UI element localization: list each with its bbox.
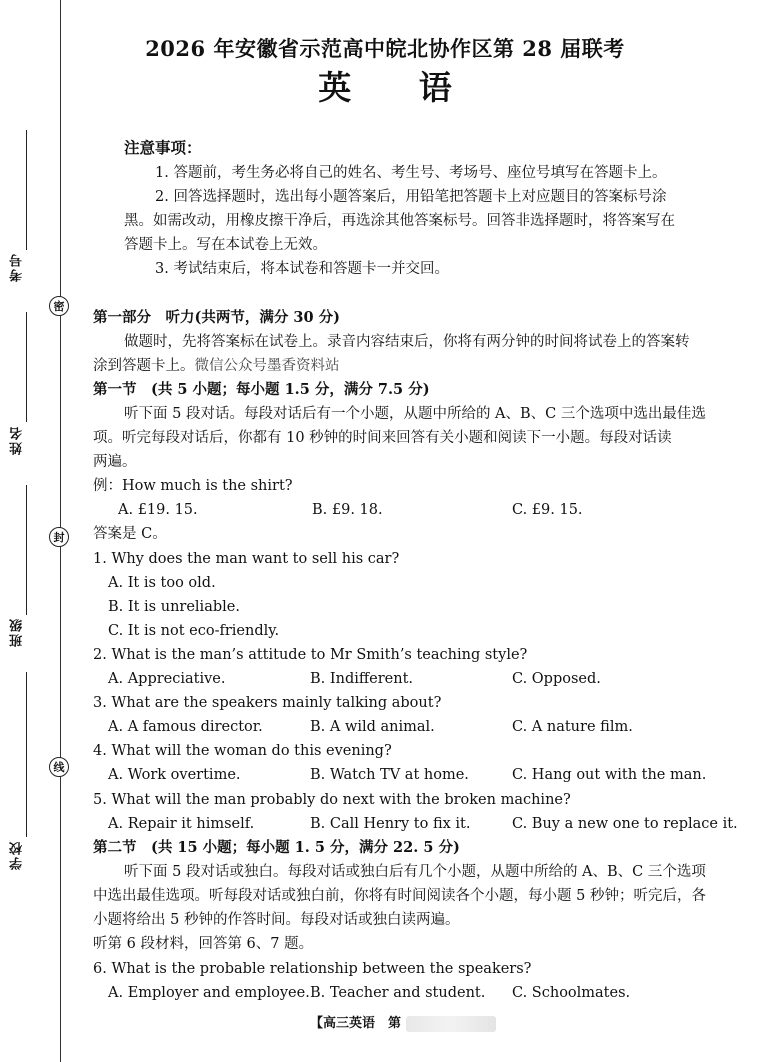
notice-item-2-cont: 黑。如需改动，用橡皮擦干净后，再选涂其他答案标号。回答非选择题时，将答案写在 <box>124 213 675 229</box>
field-label-exam-number: 考号 <box>10 252 25 282</box>
q5-option-b: B. Call Henry to fix it. <box>310 816 471 832</box>
notice-item-3: 3. 考试结束后，将本试卷和答题卡一并交回。 <box>155 261 449 277</box>
q3-stem: 3. What are the speakers mainly talking about? <box>93 695 442 711</box>
field-line-name <box>26 312 27 422</box>
q6-stem: 6. What is the probable relationship between the speakers? <box>93 961 532 977</box>
q3-option-a: A. A famous director. <box>108 719 263 735</box>
q1-option-c: C. It is not eco-friendly. <box>108 623 280 639</box>
q4-option-c: C. Hang out with the man. <box>512 767 707 783</box>
section2-heading: 第二节 (共 15 小题；每小题 1. 5 分，满分 22. 5 分) <box>93 839 460 856</box>
q6-option-a: A. Employer and employee. <box>108 985 310 1001</box>
q2-option-b: B. Indifferent. <box>310 671 414 687</box>
field-label-school: 学校 <box>10 840 25 870</box>
part1-intro-line1: 做题时，先将答案标在试卷上。录音内容结束后，你将有两分钟的时间将试卷上的答案转 <box>124 334 690 350</box>
subject-title: 英 语 <box>318 68 480 107</box>
q5-option-c: C. Buy a new one to replace it. <box>512 816 738 832</box>
q2-option-a: A. Appreciative. <box>108 671 226 687</box>
part1-intro-text: 涂到答题卡上。 <box>93 358 195 374</box>
exam-title: 2026 年安徽省示范高中皖北协作区第 28 届联考 <box>145 36 625 61</box>
q3-option-c: C. A nature film. <box>512 719 633 735</box>
field-label-name: 姓名 <box>10 425 25 455</box>
q1-option-b: B. It is unreliable. <box>108 599 240 615</box>
part1-heading: 第一部分 听力(共两节，满分 30 分) <box>93 309 340 326</box>
seal-mi: 密 <box>49 296 69 316</box>
q4-option-b: B. Watch TV at home. <box>310 767 469 783</box>
notice-item-2: 2. 回答选择题时，选出每小题答案后，用铅笔把答题卡上对应题目的答案标号涂 <box>155 189 667 205</box>
part1-intro-line2 <box>93 354 340 378</box>
section1-instr-3: 两遍。 <box>93 454 137 470</box>
q3-option-b: B. A wild animal. <box>310 719 435 735</box>
q1-option-a: A. It is too old. <box>108 575 216 591</box>
example-answer: 答案是 C。 <box>93 526 167 542</box>
page-footer <box>310 1012 496 1032</box>
notice-item-2-end: 答题卡上。写在本试卷上无效。 <box>124 237 327 253</box>
watermark-text: 微信公众号墨香资料站 <box>194 358 340 374</box>
field-label-class: 班级 <box>10 617 25 647</box>
seal-xian: 线 <box>49 757 69 777</box>
section2-instr-1: 听下面 5 段对话或独白。每段对话或独白后有几个小题，从题中所给的 A、B、C 三个选项 <box>124 864 706 880</box>
binding-margin <box>0 0 70 1062</box>
footer-label: 【高三英语 第 <box>310 1016 402 1031</box>
q6-option-c: C. Schoolmates. <box>512 985 631 1001</box>
q2-stem: 2. What is the man’s attitude to Mr Smith’s teaching style? <box>93 647 528 663</box>
q6-option-b: B. Teacher and student. <box>310 985 486 1001</box>
q4-option-a: A. Work overtime. <box>108 767 241 783</box>
example-option-c: C. £9. 15. <box>512 502 583 518</box>
q5-option-a: A. Repair it himself. <box>108 816 255 832</box>
q5-stem: 5. What will the man probably do next with the broken machine? <box>93 792 571 808</box>
notice-heading: 注意事项： <box>124 138 202 157</box>
notice-item-1: 1. 答题前，考生务必将自己的姓名、考生号、考场号、座位号填写在答题卡上。 <box>155 165 667 181</box>
field-line-class <box>26 485 27 615</box>
seal-feng: 封 <box>49 527 69 547</box>
section1-instr-2: 项。听完每段对话后，你都有 10 秒钟的时间来回答有关小题和阅读下一小题。每段对话读 <box>93 430 672 446</box>
section2-instr-3: 小题将给出 5 秒钟的作答时间。每段对话或独白读两遍。 <box>93 912 460 928</box>
section2-material: 听第 6 段材料，回答第 6、7 题。 <box>93 936 314 952</box>
section2-instr-2: 中选出最佳选项。听每段对话或独白前，你将有时间阅读各个小题，每小题 5 秒钟；听完后，各 <box>93 888 706 904</box>
example-option-a: A. £19. 15. <box>118 502 198 518</box>
section1-instr-1: 听下面 5 段对话。每段对话后有一个小题，从题中所给的 A、B、C 三个选项中选出最佳选 <box>124 406 706 422</box>
q1-stem: 1. Why does the man want to sell his car? <box>93 551 400 567</box>
field-line-school <box>26 672 27 837</box>
example-question: 例：How much is the shirt? <box>93 478 293 494</box>
q2-option-c: C. Opposed. <box>512 671 601 687</box>
q4-stem: 4. What will the woman do this evening? <box>93 743 392 759</box>
field-line-exam-number <box>26 130 27 250</box>
section1-heading: 第一节 (共 5 小题；每小题 1.5 分，满分 7.5 分) <box>93 381 430 398</box>
footer-blurred-region <box>406 1016 496 1032</box>
example-option-b: B. £9. 18. <box>312 502 383 518</box>
